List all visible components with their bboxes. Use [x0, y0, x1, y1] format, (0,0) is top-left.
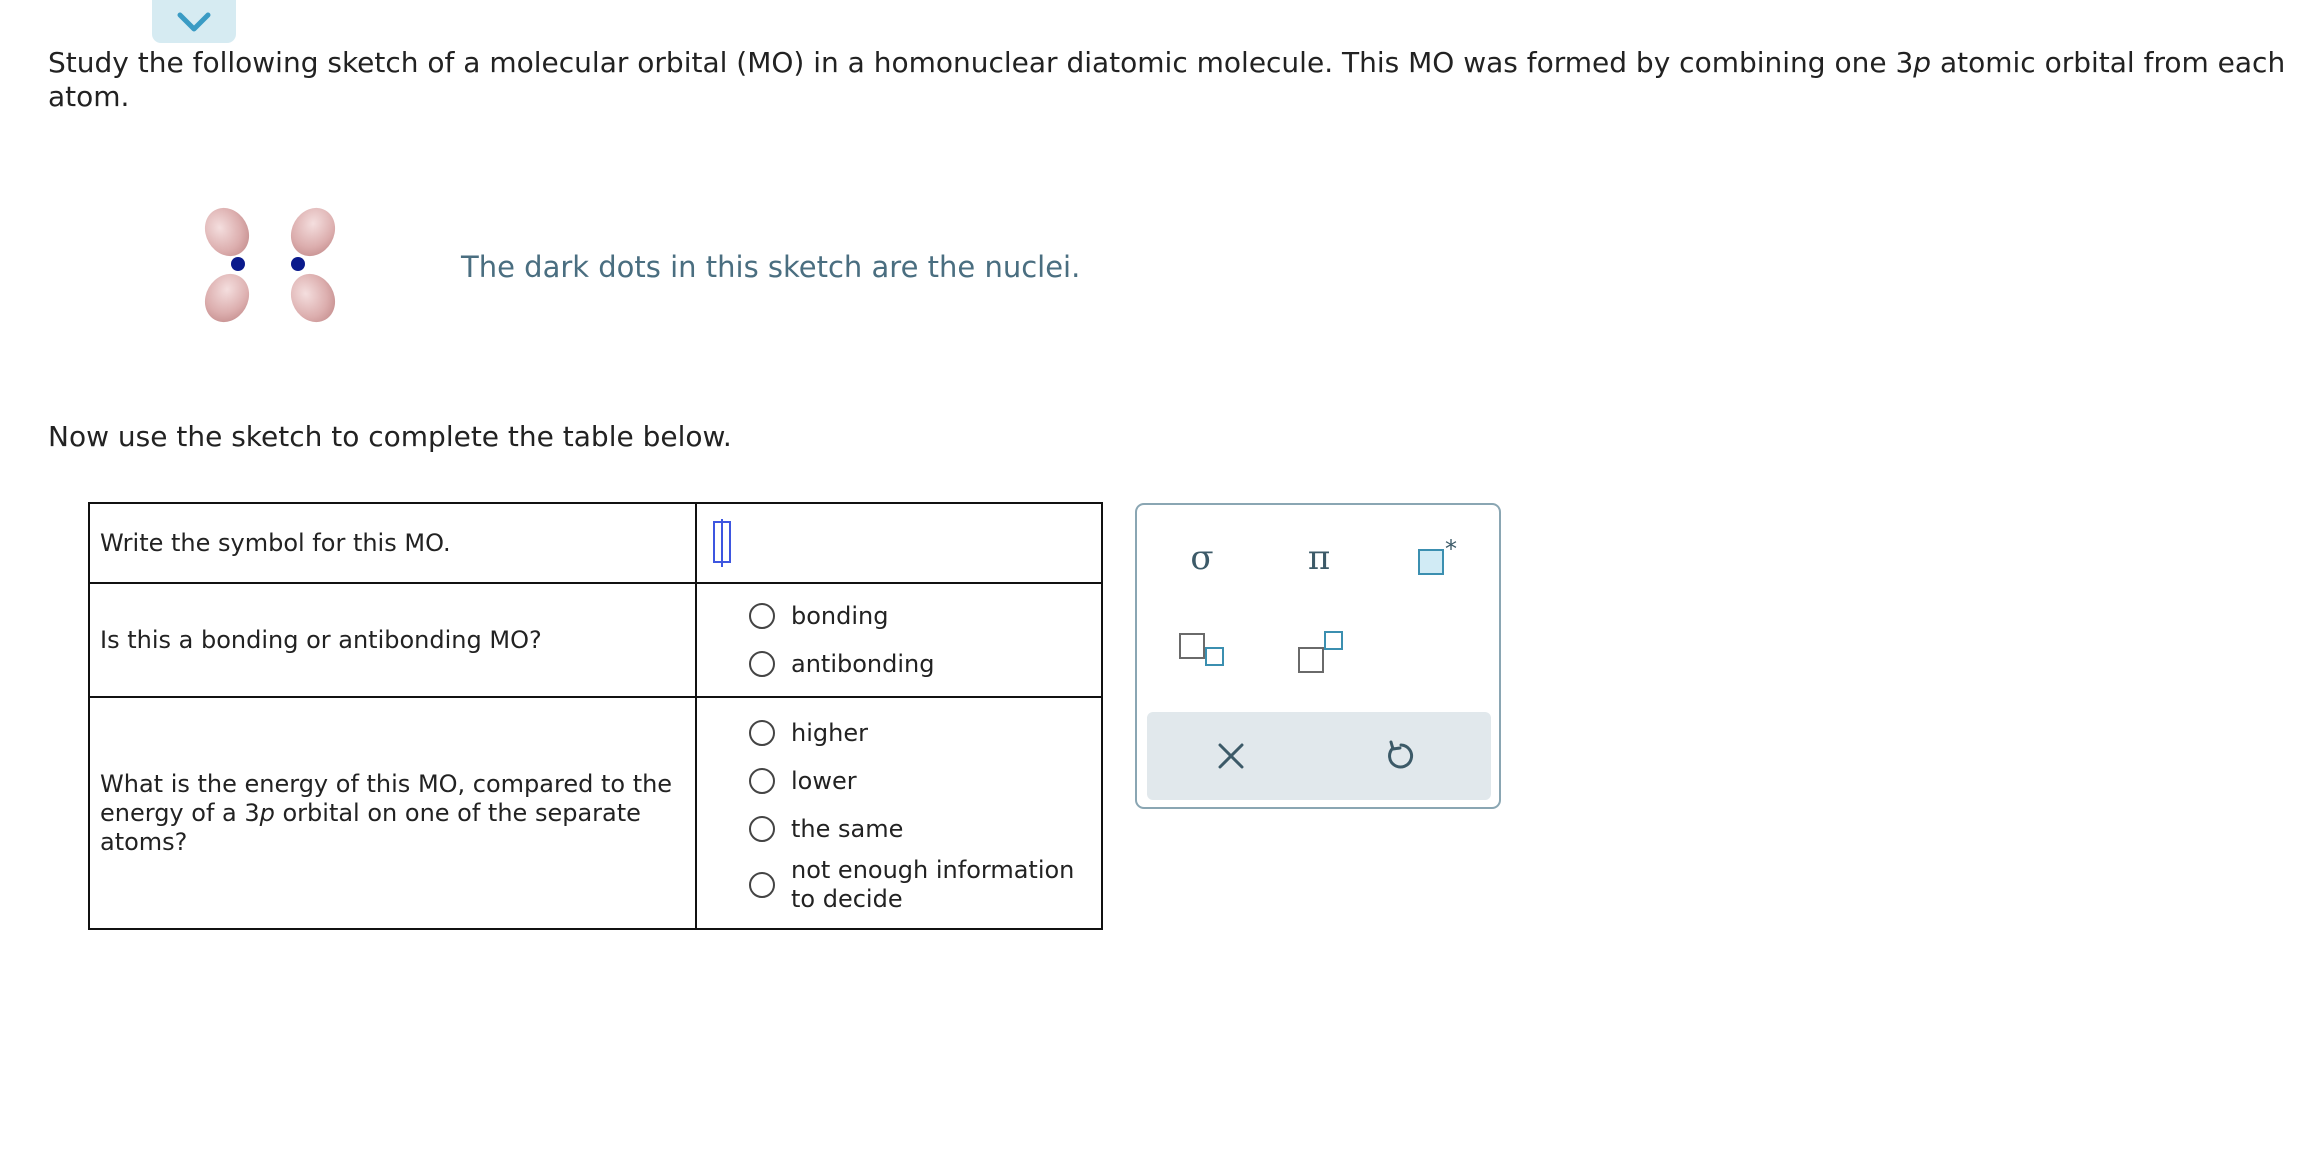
radio-button[interactable]	[749, 603, 775, 629]
orbital-lobe	[282, 266, 343, 330]
question-cell: Is this a bonding or antibonding MO?	[89, 583, 696, 697]
table-row	[89, 583, 1102, 697]
table-row	[89, 697, 1102, 929]
mo-symbol-input[interactable]	[713, 521, 731, 563]
radio-button[interactable]	[749, 720, 775, 746]
mo-sketch	[196, 200, 346, 330]
orbital-lobe	[196, 266, 257, 330]
problem-statement: Study the following sketch of a molecular orbital (MO) in a homonuclear diatomic molecule. This MO was formed by combining one 3p atomic orbital from each atom.	[48, 46, 2286, 113]
question-cell: What is the energy of this MO, compared to the energy of a 3p orbital on one of the separate atoms?	[89, 697, 696, 929]
table-row	[89, 503, 1102, 583]
radio-button[interactable]	[749, 651, 775, 677]
sigma-button[interactable]: σ	[1190, 538, 1214, 578]
clear-button[interactable]	[1209, 734, 1253, 778]
nucleus-dot	[291, 257, 305, 271]
orbital-lobe	[282, 200, 343, 264]
undo-icon	[1384, 739, 1418, 773]
symbol-palette	[1135, 503, 1501, 809]
subscript-button[interactable]	[1175, 627, 1235, 679]
radio-button[interactable]	[749, 816, 775, 842]
superscript-star-button[interactable]	[1407, 533, 1461, 583]
nucleus-dot	[231, 257, 245, 271]
option-antibonding[interactable]: antibonding	[749, 640, 1101, 688]
superscript-star-icon: *	[1407, 533, 1461, 583]
symbol-answer-cell[interactable]	[696, 503, 1102, 583]
bonding-options-cell	[696, 583, 1102, 697]
question-cell: Write the symbol for this MO.	[89, 503, 696, 583]
option-not-enough-information[interactable]: not enough information to decide	[749, 853, 1101, 917]
pi-button[interactable]: π	[1307, 538, 1331, 578]
palette-action-bar	[1147, 712, 1491, 800]
answer-table	[88, 502, 1103, 930]
option-the-same[interactable]: the same	[749, 805, 1101, 853]
option-bonding[interactable]: bonding	[749, 592, 1101, 640]
radio-button[interactable]	[749, 768, 775, 794]
energy-options-cell	[696, 697, 1102, 929]
superscript-icon	[1292, 627, 1352, 679]
radio-button[interactable]	[749, 872, 775, 898]
instruction-text: Now use the sketch to complete the table below.	[48, 420, 732, 453]
undo-button[interactable]	[1379, 734, 1423, 778]
collapse-toggle[interactable]	[152, 0, 236, 43]
clear-icon	[1216, 741, 1246, 771]
option-higher[interactable]: higher	[749, 709, 1101, 757]
superscript-button[interactable]	[1292, 627, 1352, 679]
chevron-down-icon	[174, 9, 214, 35]
subscript-icon	[1175, 627, 1235, 679]
option-lower[interactable]: lower	[749, 757, 1101, 805]
sketch-note: The dark dots in this sketch are the nuclei.	[461, 250, 1081, 284]
orbital-lobe	[196, 200, 257, 264]
